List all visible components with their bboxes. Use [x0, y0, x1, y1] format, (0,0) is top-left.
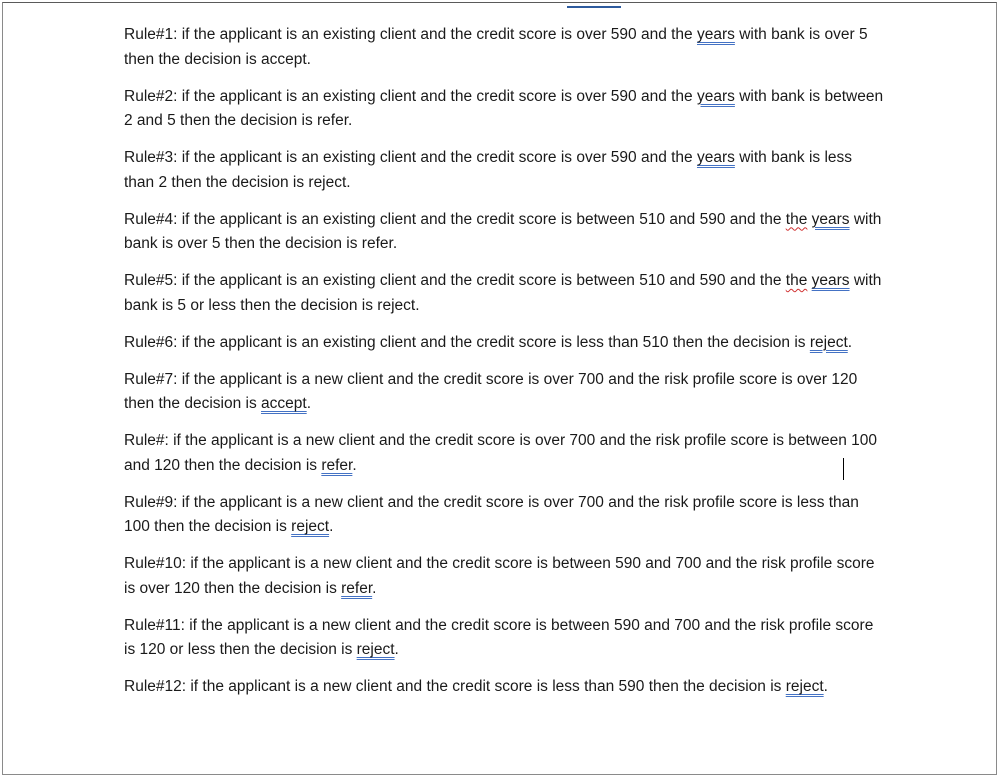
- rule-text: Rule#10: if the applicant is a new client and the credit score is between 590 and 700 and the risk profile score is over 120 then the decision is: [124, 555, 875, 597]
- rule-text: .: [394, 641, 399, 658]
- rule-paragraph-7[interactable]: [124, 368, 884, 417]
- rule-paragraph-6[interactable]: [124, 331, 884, 356]
- rule-text: Rule#6: if the applicant is an existing client and the credit score is less than 510 then the decision is: [124, 333, 810, 351]
- grammar-flag[interactable]: years: [696, 26, 735, 43]
- rule-text: Rule#3: if the applicant is an existing client and the credit score is over 590 and the: [124, 149, 697, 166]
- grammar-flag[interactable]: reject: [356, 641, 395, 658]
- document-body[interactable]: [124, 23, 884, 700]
- rule-text: Rule#: if the applicant is a new client and the credit score is over 700 and the risk profile score is between 100 and 120 then the decision is: [124, 432, 878, 474]
- rule-text: Rule#7: if the applicant is a new client and the credit score is over 700 and the risk profile score is over 120 then the decision is: [124, 370, 858, 412]
- rule-text: Rule#9: if the applicant is a new client and the credit score is over 700 and the risk profile score is less than 100 then the decision is: [124, 493, 859, 535]
- grammar-flag[interactable]: years: [696, 87, 735, 105]
- rule-paragraph-4[interactable]: [124, 208, 884, 257]
- rule-text: .: [847, 333, 853, 351]
- rule-text: with bank is over 5 then the decision is refer.: [124, 210, 882, 252]
- rule-text: .: [372, 579, 377, 597]
- grammar-flag[interactable]: years: [811, 272, 850, 289]
- rule-text: Rule#12: if the applicant is a new client and the credit score is less than 590 then the decision is: [124, 678, 786, 695]
- grammar-flag[interactable]: reject: [809, 333, 848, 351]
- rule-text: Rule#4: if the applicant is an existing client and the credit score is between 510 and 590 and the: [124, 210, 786, 228]
- grammar-flag[interactable]: accept: [261, 395, 307, 412]
- grammar-flag[interactable]: refer: [321, 456, 353, 474]
- grammar-flag[interactable]: years: [696, 149, 735, 166]
- rule-paragraph-5[interactable]: [124, 269, 884, 318]
- rule-text: .: [329, 518, 334, 535]
- grammar-flag[interactable]: refer: [341, 579, 373, 597]
- rule-text: with bank is less than 2 then the decision is reject.: [124, 149, 853, 191]
- grammar-flag[interactable]: reject: [785, 678, 824, 695]
- grammar-flag[interactable]: years: [811, 210, 850, 228]
- rule-text: .: [352, 456, 357, 474]
- rule-text: .: [823, 678, 828, 695]
- rule-text: with bank is over 5 then the decision is accept.: [124, 26, 868, 68]
- spelling-flag[interactable]: the: [785, 210, 808, 228]
- rule-text: .: [306, 395, 311, 412]
- text-cursor: [843, 458, 844, 480]
- rule-paragraph-3[interactable]: [124, 146, 884, 195]
- rule-text: Rule#11: if the applicant is a new client and the credit score is between 590 and 700 and the risk profile score is 120 or less then the decision is: [124, 616, 874, 658]
- rule-paragraph-2[interactable]: [124, 85, 884, 134]
- rule-text: Rule#1: if the applicant is an existing client and the credit score is over 590 and the: [124, 26, 697, 43]
- page-edge-marker: [567, 6, 621, 8]
- rule-text: with bank is between 2 and 5 then the decision is refer.: [124, 87, 884, 129]
- grammar-flag[interactable]: reject: [291, 518, 330, 535]
- document-page[interactable]: [2, 2, 997, 775]
- rule-paragraph-10[interactable]: [124, 552, 884, 601]
- rule-paragraph-11[interactable]: [124, 614, 884, 663]
- rule-paragraph-8[interactable]: [124, 429, 884, 478]
- rule-text: Rule#2: if the applicant is an existing client and the credit score is over 590 and the: [124, 87, 697, 105]
- rule-text: Rule#5: if the applicant is an existing client and the credit score is between 510 and 590 and the: [124, 272, 786, 289]
- rule-text: with bank is 5 or less then the decision is reject.: [124, 272, 882, 314]
- rule-paragraph-12[interactable]: [124, 675, 884, 700]
- rule-paragraph-1[interactable]: [124, 23, 884, 72]
- rule-paragraph-9[interactable]: [124, 491, 884, 540]
- spelling-flag[interactable]: the: [785, 272, 808, 289]
